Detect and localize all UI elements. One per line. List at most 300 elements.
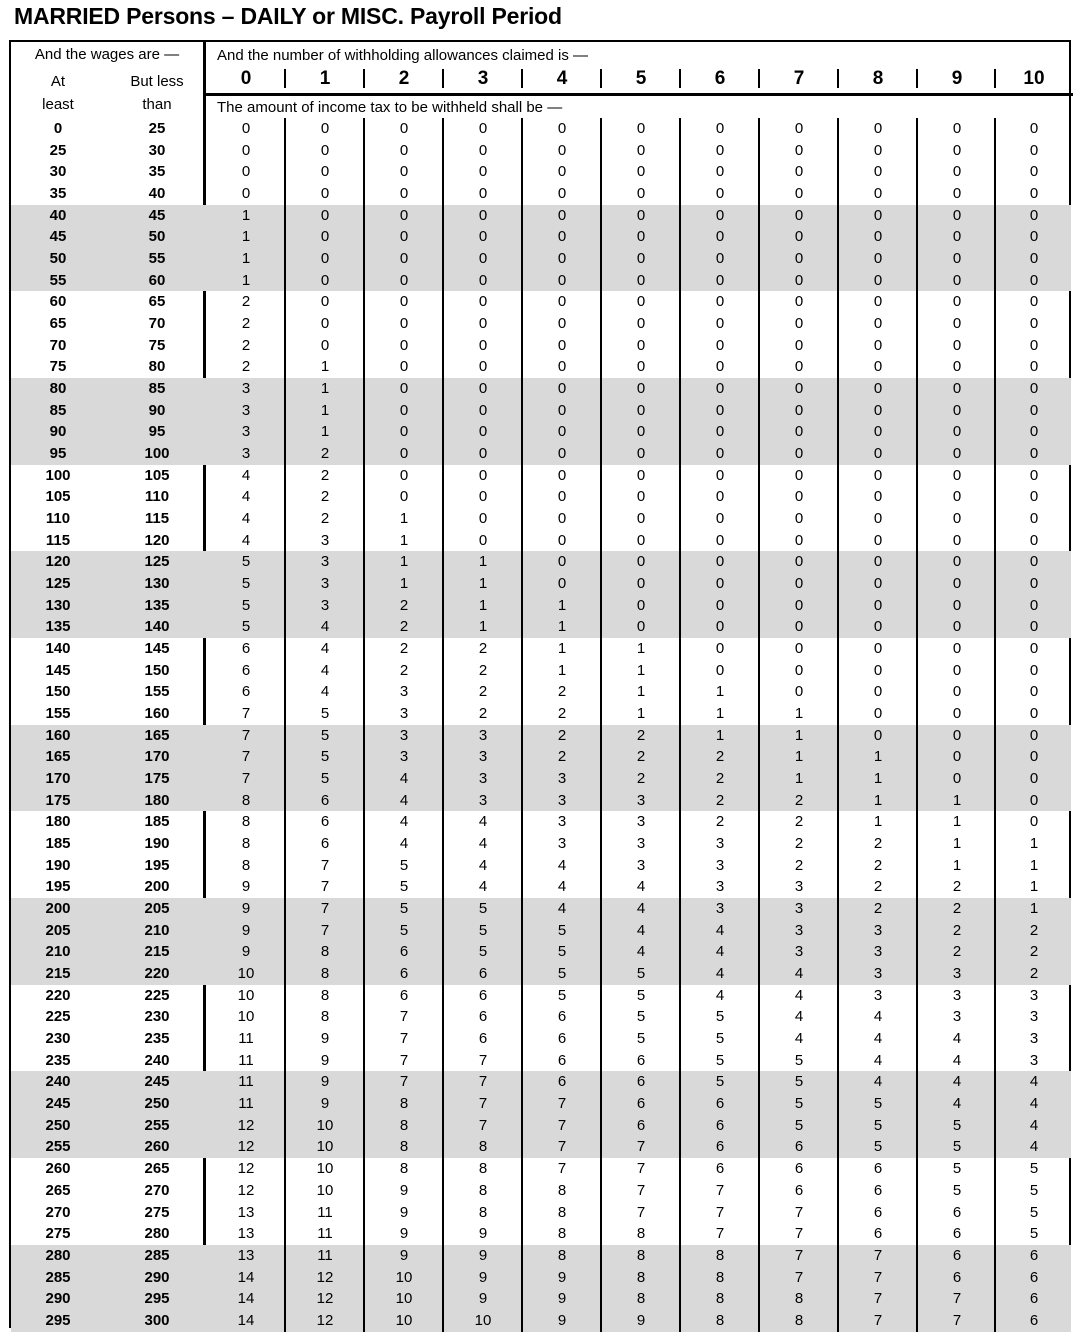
tax-cell: 0 [478,120,488,137]
tax-cell: 1 [241,206,251,224]
tax-cell: 0 [557,163,567,181]
tax-cell: 1 [636,683,646,701]
tax-cell: 2 [794,791,804,809]
at-least-cell: 250 [45,1116,71,1134]
tax-cell: 9 [399,1246,409,1264]
tax-cell: 6 [478,1008,488,1026]
tax-cell: 4 [241,531,251,549]
at-least-cell: 60 [49,293,67,311]
tax-cell: 0 [873,315,883,333]
tax-cell: 5 [873,1116,883,1134]
table-row [0,1006,1081,1028]
table-row [0,1028,1081,1050]
tax-cell: 3 [478,748,488,766]
tax-cell: 0 [873,553,883,571]
table-row [0,876,1081,898]
tax-cell: 2 [399,640,409,658]
tax-cell: 0 [794,185,804,202]
tax-cell: 0 [952,120,962,137]
but-less-cell: 105 [144,466,170,484]
tax-cell: 0 [399,315,409,333]
tax-cell: 7 [320,856,330,874]
tax-cell: 4 [557,878,567,896]
but-less-cell: 225 [144,986,170,1004]
tax-cell: 3 [478,791,488,809]
tax-cell: 9 [320,1030,330,1048]
allowance-separator [600,69,602,88]
tax-cell: 0 [794,163,804,181]
at-least-cell: 230 [45,1030,71,1048]
tax-cell: 0 [873,250,883,268]
tax-cell: 6 [636,1073,646,1091]
tax-cell: 9 [399,1181,409,1199]
but-less-cell: 295 [144,1290,170,1308]
tax-cell: 4 [636,900,646,918]
tax-cell: 8 [399,1160,409,1178]
but-less-cell: 80 [148,358,166,376]
tax-cell: 0 [478,358,488,376]
tax-cell: 0 [873,575,883,593]
but-less-cell: 230 [144,1008,170,1026]
tax-cell: 0 [1029,141,1039,159]
tax-cell: 8 [715,1268,725,1286]
tax-cell: 5 [715,1051,725,1069]
tax-cell: 0 [241,120,251,137]
tax-cell: 5 [636,986,646,1004]
at-least-cell: 90 [49,423,67,441]
tax-cell: 7 [478,1095,488,1113]
tax-cell: 0 [636,423,646,441]
tax-cell: 0 [873,336,883,354]
tax-cell: 0 [952,596,962,614]
tax-cell: 0 [320,228,330,246]
tax-cell: 0 [557,531,567,549]
tax-cell: 0 [715,336,725,354]
tax-cell: 0 [794,531,804,549]
tax-cell: 2 [320,466,330,484]
tax-cell: 0 [794,141,804,159]
at-least-cell: 240 [45,1073,71,1091]
tax-cell: 6 [873,1225,883,1243]
tax-cell: 5 [478,921,488,939]
tax-cell: 2 [1029,965,1039,983]
at-least-cell: 125 [45,575,71,593]
but-less-cell: 155 [144,683,170,701]
tax-cell: 5 [557,965,567,983]
tax-cell: 4 [715,986,725,1004]
table-row [0,486,1081,508]
tax-cell: 0 [794,250,804,268]
tax-cell: 7 [557,1160,567,1178]
tax-cell: 0 [557,380,567,398]
tax-cell: 0 [636,163,646,181]
tax-cell: 0 [952,358,962,376]
tax-cell: 0 [557,510,567,528]
allowance-8: 8 [872,68,884,89]
tax-cell: 0 [1029,336,1039,354]
tax-cell: 3 [478,726,488,744]
tax-cell: 0 [794,618,804,636]
tax-cell: 3 [794,943,804,961]
tax-cell: 0 [1029,683,1039,701]
table-row [0,790,1081,812]
table-row [0,1180,1081,1202]
at-least-cell: 105 [45,488,71,506]
table-row [0,1267,1081,1289]
tax-cell: 3 [557,791,567,809]
tax-cell: 7 [952,1290,962,1308]
tax-cell: 1 [794,748,804,766]
tax-cell: 0 [1029,206,1039,224]
tax-cell: 5 [399,878,409,896]
tax-cell: 0 [478,423,488,441]
tax-cell: 1 [320,423,330,441]
tax-cell: 2 [241,315,251,333]
tax-cell: 0 [1029,228,1039,246]
tax-cell: 0 [873,228,883,246]
tax-cell: 3 [636,835,646,853]
tax-cell: 0 [636,120,646,137]
at-least-cell: 75 [49,358,67,376]
tax-cell: 5 [715,1073,725,1091]
tax-cell: 3 [399,748,409,766]
tax-cell: 0 [952,770,962,788]
tax-cell: 2 [952,921,962,939]
but-less-cell: 210 [144,921,170,939]
tax-cell: 0 [1029,510,1039,528]
tax-cell: 0 [952,206,962,224]
tax-cell: 7 [636,1138,646,1156]
at-least-cell: 215 [45,965,71,983]
tax-cell: 10 [237,986,255,1004]
tax-cell: 0 [952,553,962,571]
at-least-cell: 80 [49,380,67,398]
tax-cell: 5 [636,965,646,983]
tax-cell: 0 [557,185,567,202]
tax-cell: 2 [952,878,962,896]
tax-cell: 0 [557,575,567,593]
tax-cell: 0 [952,531,962,549]
tax-cell: 0 [478,488,488,506]
table-row [0,681,1081,703]
tax-cell: 5 [1029,1160,1039,1178]
table-row [0,941,1081,963]
table-row [0,1158,1081,1180]
tax-cell: 1 [478,575,488,593]
tax-cell: 6 [320,835,330,853]
tax-cell: 4 [794,965,804,983]
tax-cell: 5 [478,900,488,918]
at-least-cell: 225 [45,1008,71,1026]
tax-cell: 9 [320,1051,330,1069]
tax-cell: 0 [794,380,804,398]
table-row [0,1093,1081,1115]
tax-cell: 0 [399,228,409,246]
tax-cell: 4 [557,856,567,874]
tax-cell: 0 [715,185,725,202]
tax-cell: 7 [399,1073,409,1091]
table-row [0,703,1081,725]
tax-cell: 3 [320,531,330,549]
tax-cell: 5 [399,856,409,874]
table-row [0,356,1081,378]
tax-cell: 4 [1029,1073,1039,1091]
table-row [0,920,1081,942]
at-least-cell: 50 [49,250,67,268]
tax-cell: 0 [478,466,488,484]
table-row [0,595,1081,617]
table-row [0,443,1081,465]
table-row [0,270,1081,292]
at-least-header-line2: least [42,96,74,113]
tax-cell: 5 [320,770,330,788]
tax-cell: 1 [873,770,883,788]
tax-cell: 0 [478,531,488,549]
tax-cell: 5 [873,1138,883,1156]
tax-cell: 0 [399,250,409,268]
at-least-cell: 30 [49,163,67,181]
at-least-cell: 95 [49,445,67,463]
tax-cell: 0 [1029,293,1039,311]
allowance-6: 6 [714,68,726,89]
but-less-cell: 130 [144,575,170,593]
tax-cell: 3 [636,856,646,874]
tax-cell: 7 [794,1225,804,1243]
tax-cell: 0 [557,488,567,506]
tax-cell: 0 [636,271,646,289]
but-less-cell: 145 [144,640,170,658]
tax-cell: 3 [320,553,330,571]
tax-cell: 0 [478,163,488,181]
tax-cell: 12 [237,1160,255,1178]
tax-cell: 0 [794,553,804,571]
tax-cell: 0 [557,466,567,484]
table-row [0,1223,1081,1245]
tax-cell: 4 [794,1030,804,1048]
table-row [0,1288,1081,1310]
tax-cell: 8 [478,1138,488,1156]
tax-cell: 11 [317,1246,333,1264]
tax-cell: 10 [316,1138,334,1156]
tax-cell: 2 [241,358,251,376]
tax-cell: 0 [1029,466,1039,484]
tax-cell: 0 [1029,120,1039,137]
tax-cell: 0 [873,683,883,701]
tax-cell: 4 [873,1008,883,1026]
tax-cell: 7 [478,1116,488,1134]
tax-cell: 8 [478,1203,488,1221]
tax-cell: 7 [636,1181,646,1199]
tax-cell: 0 [399,423,409,441]
allowance-5: 5 [635,68,647,89]
but-less-cell: 275 [144,1203,170,1221]
tax-cell: 0 [399,141,409,159]
tax-cell: 0 [715,596,725,614]
tax-cell: 2 [1029,921,1039,939]
tax-cell: 10 [316,1181,334,1199]
tax-cell: 11 [317,1225,333,1243]
tax-cell: 3 [952,965,962,983]
tax-cell: 3 [557,770,567,788]
tax-cell: 6 [399,943,409,961]
tax-cell: 3 [1029,1051,1039,1069]
tax-cell: 1 [320,401,330,419]
tax-cell: 1 [873,791,883,809]
tax-cell: 3 [794,878,804,896]
but-less-cell: 260 [144,1138,170,1156]
tax-cell: 0 [478,271,488,289]
tax-cell: 11 [238,1095,254,1113]
tax-cell: 0 [873,271,883,289]
tax-cell: 0 [715,250,725,268]
tax-cell: 0 [557,358,567,376]
but-less-cell: 140 [144,618,170,636]
tax-cell: 6 [1029,1246,1039,1264]
tax-cell: 3 [399,683,409,701]
tax-cell: 0 [715,423,725,441]
tax-cell: 3 [241,423,251,441]
but-less-cell: 205 [144,900,170,918]
allowance-1: 1 [319,68,331,89]
tax-cell: 3 [241,445,251,463]
tax-cell: 8 [557,1181,567,1199]
tax-cell: 12 [316,1311,334,1329]
tax-cell: 3 [715,835,725,853]
tax-cell: 0 [399,293,409,311]
table-row [0,660,1081,682]
tax-cell: 0 [1029,488,1039,506]
tax-cell: 8 [399,1095,409,1113]
tax-cell: 9 [478,1246,488,1264]
table-row [0,508,1081,530]
tax-cell: 2 [320,445,330,463]
tax-cell: 7 [557,1138,567,1156]
tax-cell: 10 [395,1311,413,1329]
table-row [0,465,1081,487]
tax-cell: 0 [1029,726,1039,744]
tax-cell: 0 [636,336,646,354]
tax-cell: 0 [320,293,330,311]
tax-cell: 0 [952,380,962,398]
table-row [0,140,1081,162]
tax-cell: 4 [399,835,409,853]
table-row [0,898,1081,920]
tax-cell: 0 [873,640,883,658]
tax-cell: 7 [873,1290,883,1308]
tax-cell: 0 [873,705,883,723]
tax-cell: 0 [873,293,883,311]
tax-cell: 5 [873,1095,883,1113]
at-least-cell: 175 [45,791,71,809]
tax-cell: 0 [478,206,488,224]
table-row [0,248,1081,270]
tax-cell: 0 [715,510,725,528]
tax-cell: 5 [1029,1225,1039,1243]
tax-cell: 7 [241,748,251,766]
tax-cell: 2 [636,726,646,744]
tax-cell: 0 [636,618,646,636]
tax-cell: 0 [399,401,409,419]
tax-cell: 4 [478,878,488,896]
tax-cell: 0 [636,445,646,463]
tax-cell: 0 [794,510,804,528]
tax-cell: 0 [1029,271,1039,289]
tax-cell: 6 [952,1225,962,1243]
tax-cell: 1 [1029,878,1039,896]
tax-cell: 12 [316,1268,334,1286]
tax-cell: 0 [636,358,646,376]
tax-cell: 3 [241,380,251,398]
tax-cell: 0 [399,358,409,376]
at-least-cell: 235 [45,1051,71,1069]
tax-cell: 0 [715,466,725,484]
tax-cell: 5 [241,553,251,571]
tax-cell: 0 [636,575,646,593]
tax-cell: 4 [952,1030,962,1048]
tax-cell: 3 [715,900,725,918]
tax-cell: 0 [952,163,962,181]
tax-cell: 6 [636,1095,646,1113]
tax-cell: 5 [478,943,488,961]
tax-cell: 0 [952,423,962,441]
at-least-cell: 255 [45,1138,71,1156]
tax-cell: 8 [241,856,251,874]
tax-cell: 1 [636,705,646,723]
tax-cell: 4 [636,921,646,939]
tax-cell: 0 [873,618,883,636]
tax-cell: 0 [715,358,725,376]
tax-cell: 3 [478,770,488,788]
tax-cell: 2 [241,336,251,354]
tax-cell: 0 [873,206,883,224]
tax-cell: 7 [715,1225,725,1243]
tax-cell: 5 [320,705,330,723]
tax-cell: 13 [237,1203,255,1221]
tax-cell: 0 [1029,250,1039,268]
table-row [0,1115,1081,1137]
but-less-cell: 75 [148,336,166,354]
tax-cell: 0 [636,553,646,571]
tax-cell: 8 [320,1008,330,1026]
tax-cell: 10 [316,1160,334,1178]
tax-cell: 0 [241,163,251,181]
but-less-cell: 235 [144,1030,170,1048]
tax-cell: 7 [794,1203,804,1221]
table-row [0,551,1081,573]
tax-cell: 9 [557,1290,567,1308]
at-least-cell: 165 [45,748,71,766]
tax-cell: 0 [636,250,646,268]
tax-cell: 1 [794,770,804,788]
but-less-cell: 195 [144,856,170,874]
tax-cell: 5 [952,1181,962,1199]
tax-cell: 0 [557,141,567,159]
table-row [0,573,1081,595]
tax-cell: 0 [715,293,725,311]
tax-cell: 3 [399,705,409,723]
tax-cell: 6 [952,1203,962,1221]
tax-cell: 0 [557,250,567,268]
wages-header: And the wages are — [34,46,180,63]
tax-cell: 3 [873,943,883,961]
tax-cell: 6 [478,1030,488,1048]
tax-cell: 0 [715,575,725,593]
but-less-cell: 215 [144,943,170,961]
tax-cell: 0 [952,618,962,636]
tax-cell: 2 [794,856,804,874]
tax-cell: 0 [636,466,646,484]
tax-cell: 9 [478,1268,488,1286]
